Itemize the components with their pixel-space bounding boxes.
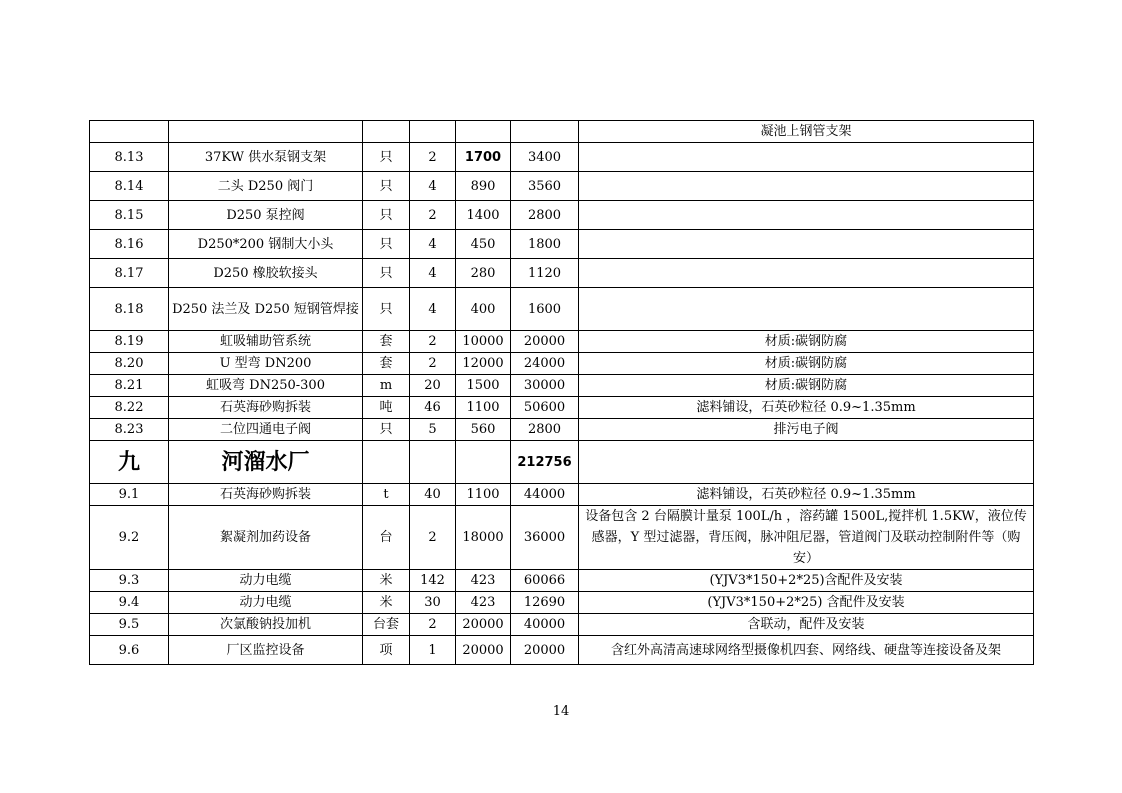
item-quantity: 2	[410, 614, 456, 636]
item-unit-price: 20000	[456, 636, 511, 665]
item-quantity	[410, 121, 456, 143]
item-note: 凝池上钢管支架	[579, 121, 1034, 143]
item-quantity: 142	[410, 570, 456, 592]
item-name: D250 法兰及 D250 短钢管焊接	[169, 288, 363, 331]
item-unit-price: 423	[456, 592, 511, 614]
item-unit-price: 20000	[456, 614, 511, 636]
item-unit	[363, 441, 410, 484]
item-number: 8.22	[90, 397, 169, 419]
item-quantity	[410, 441, 456, 484]
item-unit: 只	[363, 201, 410, 230]
item-total: 44000	[511, 484, 579, 506]
item-unit: 吨	[363, 397, 410, 419]
section-title: 河溜水厂	[169, 441, 363, 484]
item-total: 40000	[511, 614, 579, 636]
item-number: 9.1	[90, 484, 169, 506]
item-quantity: 2	[410, 353, 456, 375]
item-number: 8.14	[90, 172, 169, 201]
item-note: 滤料铺设，石英砂粒径 0.9~1.35mm	[579, 484, 1034, 506]
item-name: 厂区监控设备	[169, 636, 363, 665]
item-number: 8.20	[90, 353, 169, 375]
table-row	[90, 506, 1034, 570]
item-name	[169, 121, 363, 143]
item-number: 9.3	[90, 570, 169, 592]
item-unit-price: 280	[456, 259, 511, 288]
item-quantity: 2	[410, 143, 456, 172]
item-unit: 套	[363, 331, 410, 353]
item-quantity: 1	[410, 636, 456, 665]
item-quantity: 2	[410, 331, 456, 353]
item-note	[579, 172, 1034, 201]
table-row	[90, 288, 1034, 331]
item-unit: 只	[363, 288, 410, 331]
item-unit: 只	[363, 172, 410, 201]
item-number: 8.21	[90, 375, 169, 397]
item-note	[579, 288, 1034, 331]
item-unit: 台	[363, 506, 410, 570]
item-number: 8.23	[90, 419, 169, 441]
item-note: 含联动，配件及安装	[579, 614, 1034, 636]
item-name: D250*200 钢制大小头	[169, 230, 363, 259]
table-row	[90, 397, 1034, 419]
item-number: 8.18	[90, 288, 169, 331]
item-note: 材质:碳钢防腐	[579, 331, 1034, 353]
table-row	[90, 484, 1034, 506]
item-unit: 台套	[363, 614, 410, 636]
item-note: 滤料铺设，石英砂粒径 0.9~1.35mm	[579, 397, 1034, 419]
item-number	[90, 121, 169, 143]
item-number: 9.2	[90, 506, 169, 570]
equipment-table	[89, 120, 1034, 665]
item-unit-price: 423	[456, 570, 511, 592]
item-note: 材质:碳钢防腐	[579, 353, 1034, 375]
item-name: 动力电缆	[169, 592, 363, 614]
item-unit: t	[363, 484, 410, 506]
item-unit: 米	[363, 570, 410, 592]
item-quantity: 46	[410, 397, 456, 419]
item-unit-price: 1100	[456, 484, 511, 506]
item-unit-price: 1100	[456, 397, 511, 419]
item-unit: 只	[363, 259, 410, 288]
item-unit-price: 560	[456, 419, 511, 441]
item-unit-price: 890	[456, 172, 511, 201]
item-total: 20000	[511, 636, 579, 665]
item-total: 30000	[511, 375, 579, 397]
table-row	[90, 201, 1034, 230]
item-unit: m	[363, 375, 410, 397]
item-number: 8.16	[90, 230, 169, 259]
item-note: (YJV3*150+2*25)含配件及安装	[579, 570, 1034, 592]
item-total: 3560	[511, 172, 579, 201]
item-note	[579, 441, 1034, 484]
item-total: 24000	[511, 353, 579, 375]
section-total: 212756	[511, 441, 579, 484]
item-total: 50600	[511, 397, 579, 419]
item-note	[579, 143, 1034, 172]
item-quantity: 4	[410, 230, 456, 259]
table-row	[90, 143, 1034, 172]
item-note: 含红外高清高速球网络型摄像机四套、网络线、硬盘等连接设备及架	[579, 636, 1034, 665]
item-unit-price	[456, 121, 511, 143]
item-note	[579, 201, 1034, 230]
table-row	[90, 375, 1034, 397]
item-unit: 只	[363, 230, 410, 259]
item-number: 8.19	[90, 331, 169, 353]
item-number: 9.4	[90, 592, 169, 614]
item-quantity: 2	[410, 201, 456, 230]
item-name: 37KW 供水泵钢支架	[169, 143, 363, 172]
table-row	[90, 353, 1034, 375]
item-name: 次氯酸钠投加机	[169, 614, 363, 636]
item-number: 8.13	[90, 143, 169, 172]
item-quantity: 30	[410, 592, 456, 614]
item-name: D250 泵控阀	[169, 201, 363, 230]
item-unit-price: 12000	[456, 353, 511, 375]
item-quantity: 5	[410, 419, 456, 441]
item-quantity: 4	[410, 288, 456, 331]
item-unit-price: 1400	[456, 201, 511, 230]
table-row	[90, 259, 1034, 288]
item-note: 材质:碳钢防腐	[579, 375, 1034, 397]
table-row	[90, 121, 1034, 143]
item-name: 二头 D250 阀门	[169, 172, 363, 201]
item-unit: 米	[363, 592, 410, 614]
item-name: U 型弯 DN200	[169, 353, 363, 375]
item-unit-price: 400	[456, 288, 511, 331]
item-number: 9.5	[90, 614, 169, 636]
item-total: 20000	[511, 331, 579, 353]
item-total: 12690	[511, 592, 579, 614]
item-name: 动力电缆	[169, 570, 363, 592]
item-note: 排污电子阀	[579, 419, 1034, 441]
table-row	[90, 570, 1034, 592]
item-number: 9.6	[90, 636, 169, 665]
item-quantity: 2	[410, 506, 456, 570]
table-row	[90, 230, 1034, 259]
item-total: 60066	[511, 570, 579, 592]
item-total: 2800	[511, 419, 579, 441]
table-row	[90, 614, 1034, 636]
item-name: 二位四通电子阀	[169, 419, 363, 441]
item-name: 石英海砂购拆装	[169, 484, 363, 506]
item-unit: 只	[363, 419, 410, 441]
item-note	[579, 259, 1034, 288]
item-unit-price	[456, 441, 511, 484]
item-unit-price: 1700	[456, 143, 511, 172]
page-number: 14	[552, 704, 570, 719]
item-unit-price: 10000	[456, 331, 511, 353]
item-note: 设备包含 2 台隔膜计量泵 100L/h ，溶药罐 1500L,搅拌机 1.5KW，液位传感器，Y 型过滤器，背压阀，脉冲阻尼器，管道阀门及联动控制附件等（购安）	[579, 506, 1034, 570]
item-name: 虹吸弯 DN250-300	[169, 375, 363, 397]
table-row	[90, 636, 1034, 665]
item-total: 36000	[511, 506, 579, 570]
item-unit: 只	[363, 143, 410, 172]
item-name: 絮凝剂加药设备	[169, 506, 363, 570]
table-row	[90, 592, 1034, 614]
item-name: D250 橡胶软接头	[169, 259, 363, 288]
item-note	[579, 230, 1034, 259]
item-unit-price: 18000	[456, 506, 511, 570]
item-quantity: 4	[410, 259, 456, 288]
item-number: 8.17	[90, 259, 169, 288]
item-total: 2800	[511, 201, 579, 230]
item-total: 1800	[511, 230, 579, 259]
item-total: 1120	[511, 259, 579, 288]
item-unit-price: 450	[456, 230, 511, 259]
section-row	[90, 441, 1034, 484]
item-note: (YJV3*150+2*25) 含配件及安装	[579, 592, 1034, 614]
item-total: 1600	[511, 288, 579, 331]
table-row	[90, 419, 1034, 441]
item-total: 3400	[511, 143, 579, 172]
item-unit: 项	[363, 636, 410, 665]
item-unit-price: 1500	[456, 375, 511, 397]
table-row	[90, 331, 1034, 353]
item-unit	[363, 121, 410, 143]
item-quantity: 20	[410, 375, 456, 397]
item-number: 8.15	[90, 201, 169, 230]
item-name: 虹吸辅助管系统	[169, 331, 363, 353]
item-total	[511, 121, 579, 143]
item-quantity: 40	[410, 484, 456, 506]
item-unit: 套	[363, 353, 410, 375]
table-row	[90, 172, 1034, 201]
item-name: 石英海砂购拆装	[169, 397, 363, 419]
section-number: 九	[90, 441, 169, 484]
item-quantity: 4	[410, 172, 456, 201]
